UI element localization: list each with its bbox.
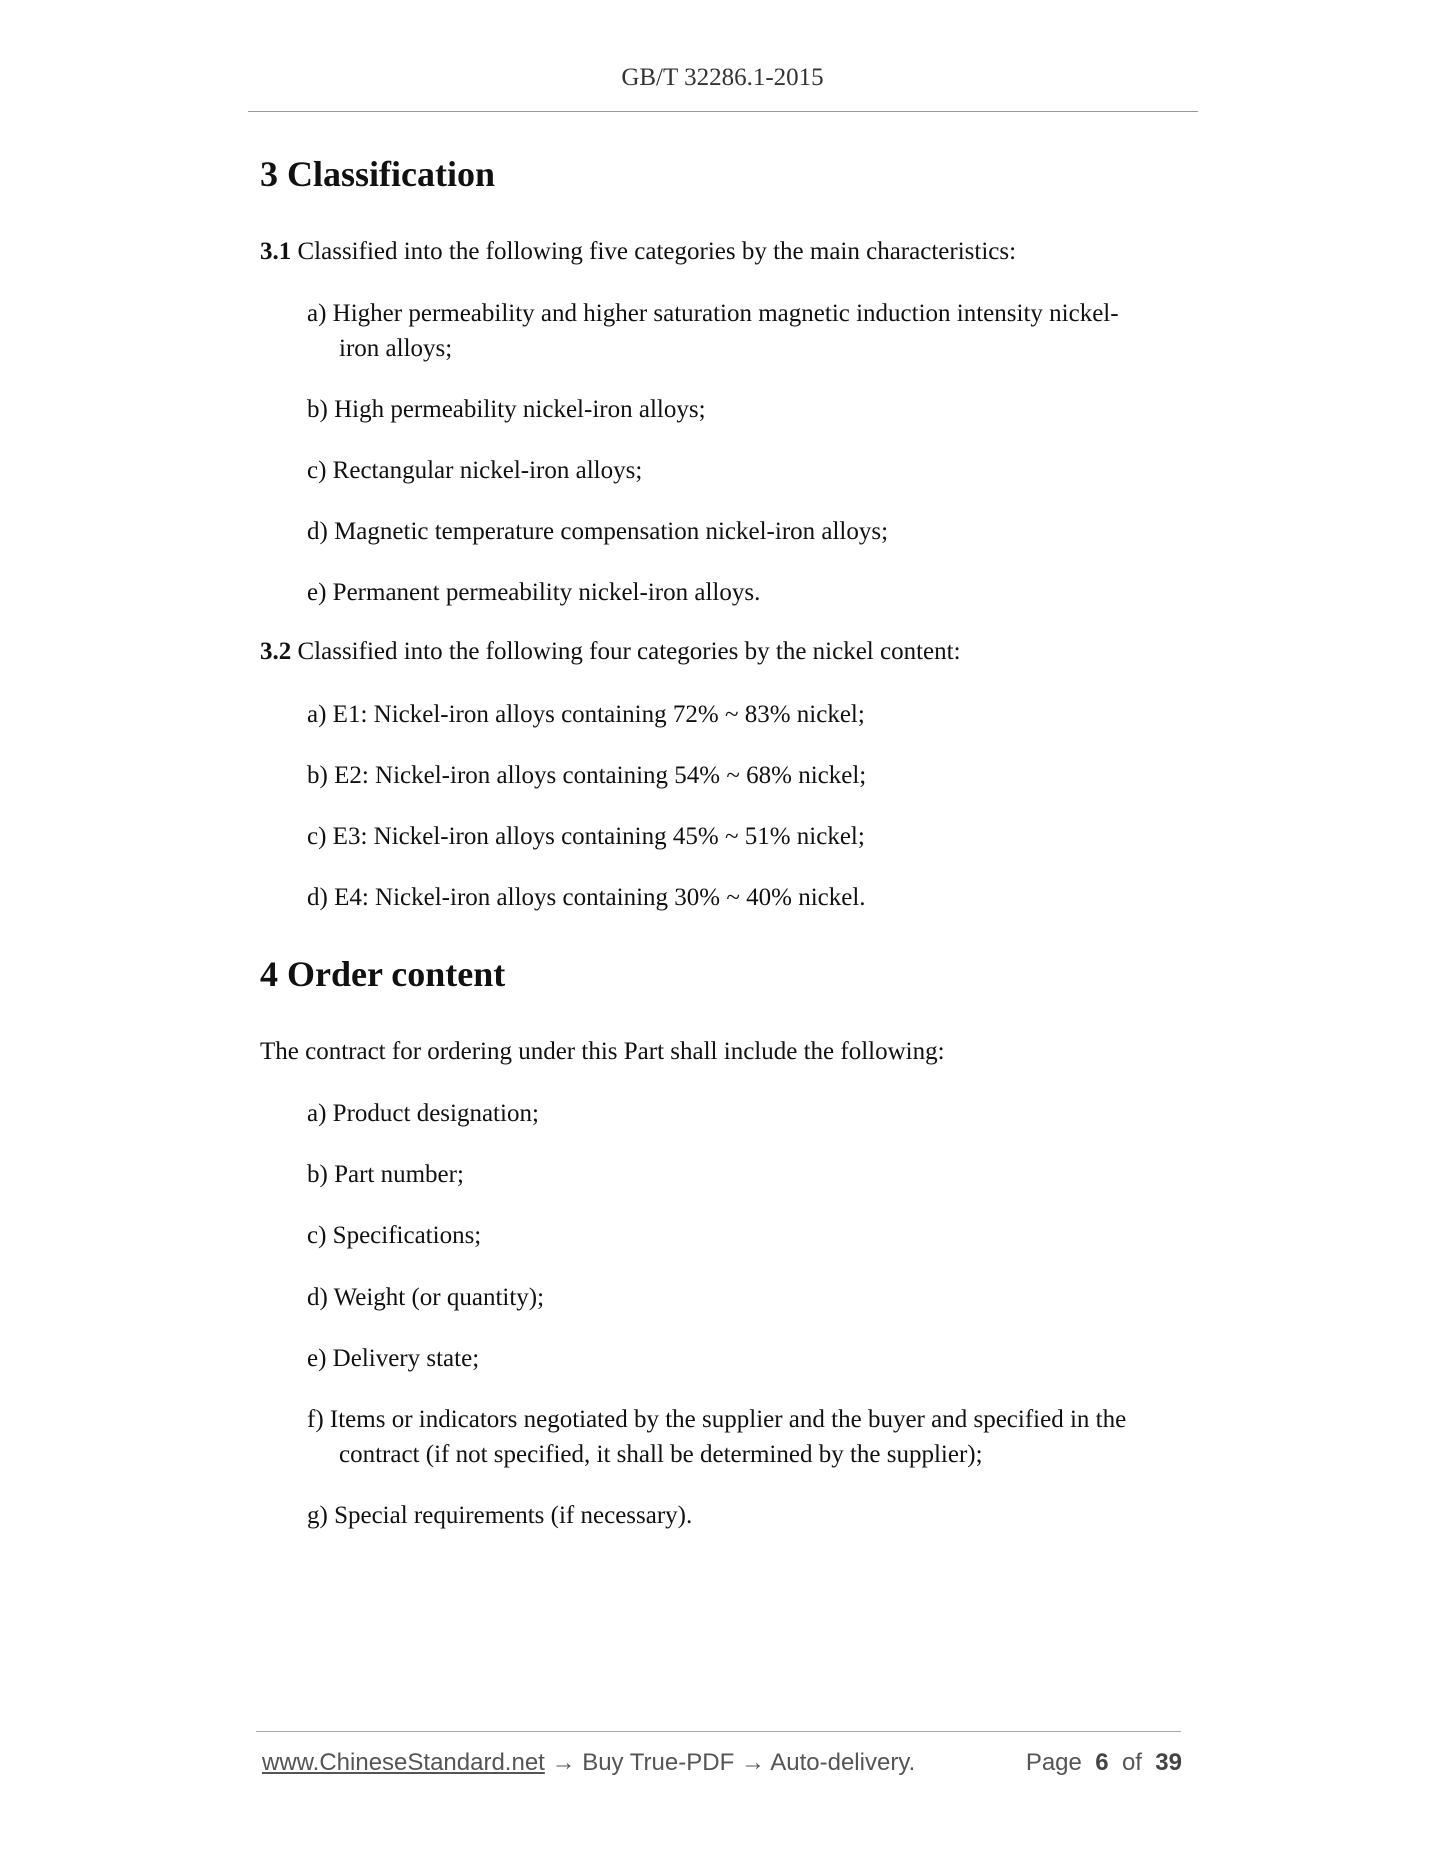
list-item-line: contract (if not specified, it shall be determined by the supplier);: [339, 1441, 983, 1468]
list-item: d) Weight (or quantity);: [307, 1284, 545, 1311]
clause-3-1-text: Classified into the following five categories by the main characteristics:: [297, 238, 1017, 265]
page-footer: [262, 1749, 1182, 1777]
list-item-line: f) Items or indicators negotiated by the supplier and the buyer and specified in the: [307, 1406, 1127, 1433]
total-page-count: 39: [1155, 1749, 1182, 1776]
of-label: of: [1121, 1749, 1142, 1776]
clause-3-1-number: 3.1: [260, 238, 292, 265]
list-item: e) Permanent permeability nickel-iron alloys.: [307, 579, 761, 606]
section-4-heading: 4 Order content: [260, 954, 506, 994]
arrow-icon: →: [740, 1749, 765, 1776]
list-item: c) E3: Nickel-iron alloys containing 45% ~ 51% nickel;: [307, 823, 865, 850]
page-indicator: [1026, 1749, 1182, 1777]
header-divider: [248, 111, 1198, 112]
arrow-icon: →: [551, 1749, 576, 1776]
website-link[interactable]: www.ChineseStandard.net: [262, 1749, 545, 1776]
clause-3-2: [260, 638, 961, 666]
section-4-intro: The contract for ordering under this Part shall include the following:: [260, 1038, 945, 1065]
clause-3-2-number: 3.2: [260, 638, 292, 665]
list-item: e) Delivery state;: [307, 1345, 480, 1372]
list-item: d) E4: Nickel-iron alloys containing 30% ~ 40% nickel.: [307, 884, 866, 911]
clause-3-1: [260, 238, 1016, 266]
footer-divider: [256, 1731, 1181, 1732]
list-item-line: a) Higher permeability and higher saturation magnetic induction intensity nickel-: [307, 300, 1119, 327]
clause-3-2-text: Classified into the following four categories by the nickel content:: [297, 638, 961, 665]
auto-delivery-text: Auto-delivery.: [770, 1749, 916, 1776]
list-item: [307, 1402, 1187, 1472]
section-3-heading: 3 Classification: [260, 154, 496, 194]
list-item: b) High permeability nickel-iron alloys;: [307, 396, 706, 423]
page-label: Page: [1025, 1749, 1082, 1776]
list-item-line: iron alloys;: [339, 335, 453, 362]
list-item: d) Magnetic temperature compensation nickel-iron alloys;: [307, 518, 889, 545]
current-page-number: 6: [1095, 1749, 1109, 1776]
list-item: c) Rectangular nickel-iron alloys;: [307, 457, 643, 484]
list-item: a) E1: Nickel-iron alloys containing 72% ~ 83% nickel;: [307, 701, 865, 728]
list-item: a) Product designation;: [307, 1100, 539, 1127]
list-item: b) E2: Nickel-iron alloys containing 54% ~ 68% nickel;: [307, 762, 867, 789]
list-item: g) Special requirements (if necessary).: [307, 1502, 693, 1529]
buy-true-pdf-text: Buy True-PDF: [582, 1749, 735, 1776]
list-item: b) Part number;: [307, 1161, 464, 1188]
list-item: [307, 296, 1187, 366]
document-id-header: GB/T 32286.1-2015: [621, 64, 824, 91]
list-item: c) Specifications;: [307, 1222, 482, 1249]
